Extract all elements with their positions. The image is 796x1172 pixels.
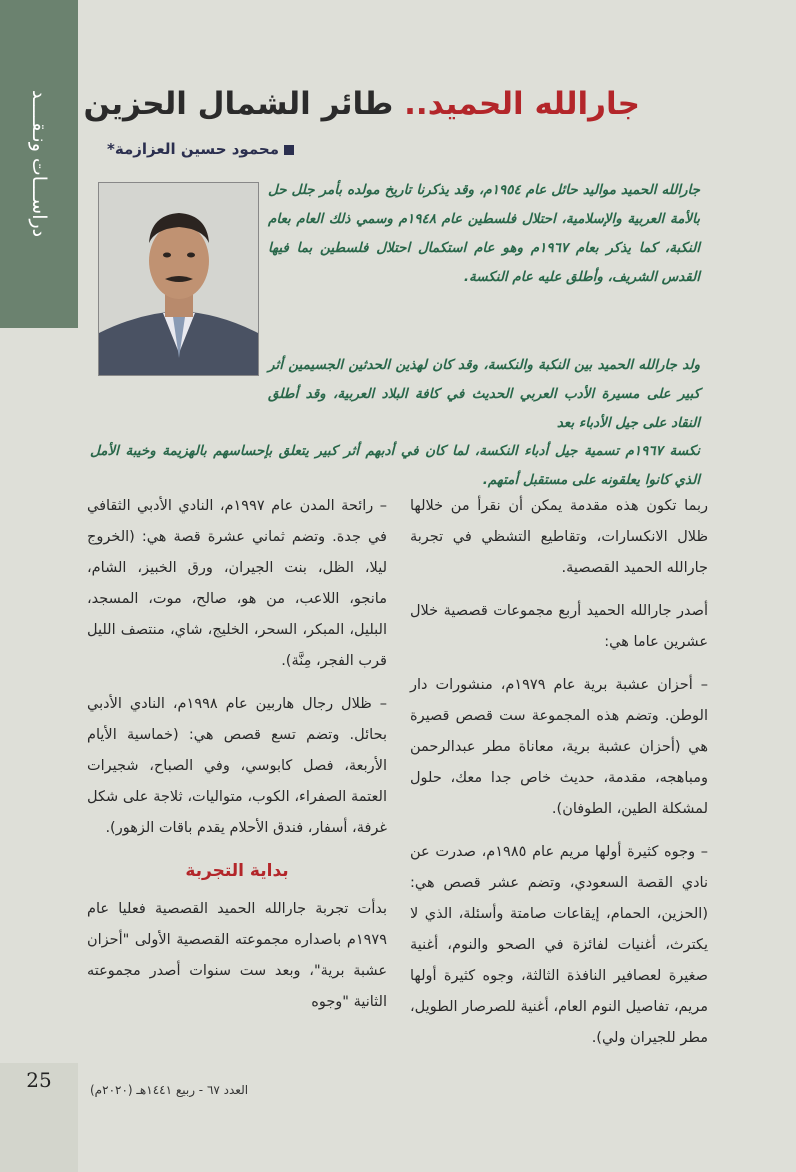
left-col-p3: بدأت تجربة جارالله الحميد القصصية فعليا عام ١٩٧٩م باصداره مجموعته القصصية الأولى "أحزان عشبة برية"، وبعد ست سنوات أصدر مجموعته الثانية "وجوه [87, 901, 387, 1010]
author-name: محمود حسين العزازمة* [107, 140, 279, 158]
section-label: دراســـات ونـقــــد [28, 90, 50, 238]
portrait-illustration [99, 183, 258, 375]
intro-text-2a: ولد جارالله الحميد بين النكبة والنكسة، وقد كان لهذين الحدثين الجسيمين أثر كبير على مسيرة الأدب العربي الحديث في كافة البلاد العربية، وقد أطلق النقاد على جيل الأدباء بعد [268, 356, 700, 431]
intro-text-2b: نكسة ١٩٦٧م تسمية جيل أدباء النكسة، لما كان في أدبهم أثر كبير يتعلق بإحساسهم بالهزيمة وخيبة الأمل الذي كانوا يعلقونه على مستقبل أمتهم. [90, 442, 700, 488]
intro-text-1: جارالله الحميد مواليد حائل عام ١٩٥٤م، وقد يذكرنا تاريخ مولده بأمر جلل حل بالأمة العربية والإسلامية، احتلال فلسطين عام ١٩٤٨م وسمي ذلك العام بعام النكبة، كما يذكر بعام ١٩٦٧م وهو عام استكمال احتلال فلسطين بما فيها القدس الشريف، وأطلق عليه عام النكسة. [268, 182, 700, 285]
title-red-part: جارالله الحميد.. [404, 86, 640, 122]
section-sidebar [0, 0, 78, 328]
square-bullet-icon [284, 145, 294, 155]
right-col-p3: – أحزان عشبة برية عام ١٩٧٩م، منشورات دار الوطن. وتضم هذه المجموعة ست قصص قصيرة هي (أحزان عشبة برية، معاناة مطر عبدالرحمن ومباهجه، مقدمة، حديث خاص جدا معك، حلول لمشكلة الطين، الطوفان). [410, 677, 708, 817]
author-photo [98, 182, 259, 376]
issue-info: العدد ٦٧ - ربيع ١٤٤١هـ (٢٠٢٠م) [90, 1083, 249, 1097]
right-col-p1: ربما تكون هذه مقدمة يمكن أن نقرأ من خلالها ظلال الانكسارات، وتقاطيع التشظي في تجربة جارالله الحميد القصصية. [410, 498, 708, 576]
right-col-p2: أصدر جارالله الحميد أربع مجموعات قصصية خلال عشرين عاما هي: [410, 603, 708, 650]
section-subheading: بداية التجربة [185, 861, 289, 881]
left-col-p1: – رائحة المدن عام ١٩٩٧م، النادي الأدبي الثقافي في جدة. وتضم ثماني عشرة قصة هي: (الخروج ليلا، الظل، بنت الجيران، ورق الخبيز، الشام، مانجو، اللاعب، من هو، صالح، موت، المسجد، البليل، المبكر، السحر، الخليج، شاي، منتصف الليل قرب الفجر، مِنَّة). [87, 498, 388, 669]
left-col-p2: – ظلال رجال هاربين عام ١٩٩٨م، النادي الأدبي بحائل. وتضم تسع قصص هي: (خماسية الأيام الأربعة، فصل كابوسي، وفي الصباح، شجيرات العتمة الصفراء، الكوب، متواليات، ثلاجة على شكل غرفة، أسفار، فندق الأحلام يقدم باقات الزهور). [87, 696, 387, 836]
intro-paragraph-1 [268, 176, 700, 304]
right-column [410, 491, 708, 1066]
right-col-p4: – وجوه كثيرة أولها مريم عام ١٩٨٥م، صدرت عن نادي القصة السعودي، وتضم عشر قصص هي: (الحزين، الحمام، إيقاعات صامتة وأسئلة، الذي لا يكترث، أغنيات لفائزة في الصحو والنوم، أغنية صغيرة لعصافير النافذة الثالثة، وجوه كثيرة أولها مريم، تفاصيل النوم العام، أغنية للصرصار الطويل، مطر للجيران ولي). [410, 844, 708, 1046]
author-line [107, 140, 294, 158]
page-title [83, 86, 640, 122]
left-column [87, 491, 387, 1030]
page-number: 25 [26, 1068, 52, 1092]
title-black-part: طائر الشمال الحزين [83, 86, 405, 122]
